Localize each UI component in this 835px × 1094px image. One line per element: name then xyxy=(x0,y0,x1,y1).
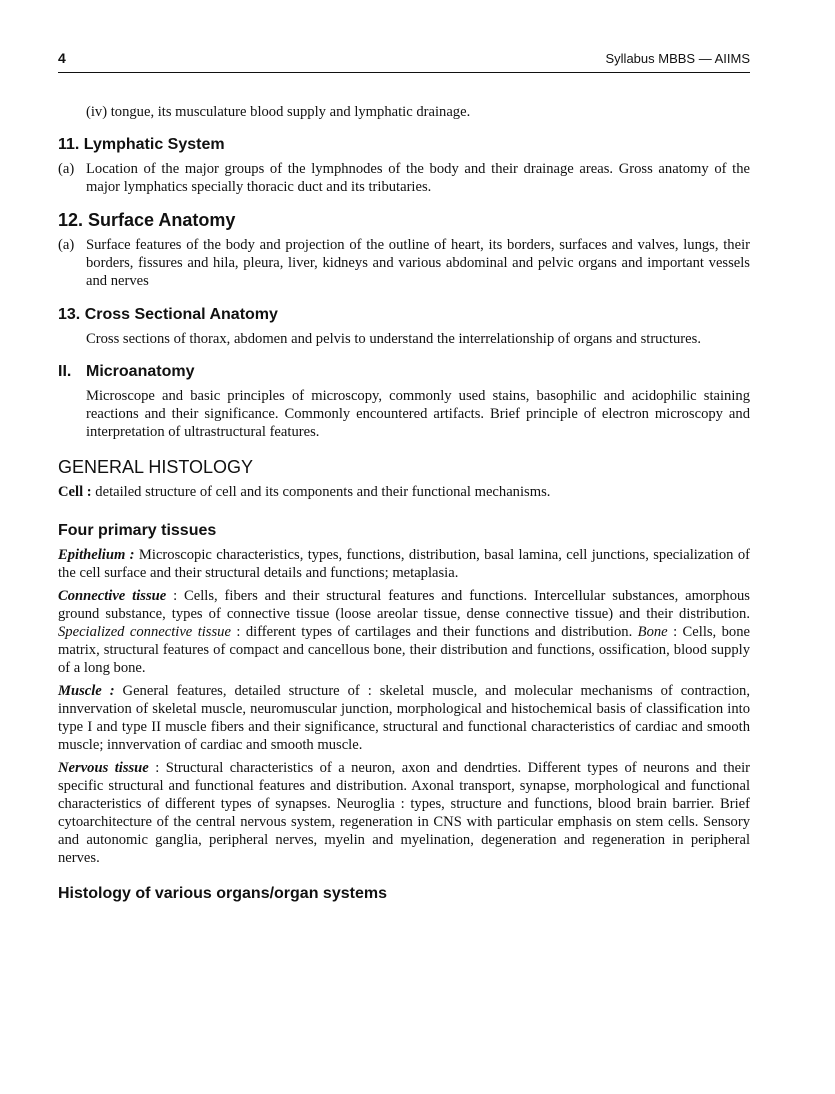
four-primary-tissues-heading: Four primary tissues xyxy=(58,522,217,539)
cell-text: detailed structure of cell and its components and their functional mechanisms. xyxy=(91,484,551,500)
section-12-heading: 12. Surface Anatomy xyxy=(58,210,236,230)
microanatomy-text: Microscope and basic principles of microscopy, commonly used stains, basophilic and acidophilic staining reactions and their significance. Commonly encountered artifacts. Brief principle of electron microscopy and interpretation of ultrastructural features. xyxy=(86,388,750,440)
specialized-connective-term: Specialized connective tissue xyxy=(58,624,231,640)
general-histology-heading: GENERAL HISTOLOGY xyxy=(58,457,254,477)
page-number: 4 xyxy=(58,50,66,66)
tongue-line: (iv) tongue, its musculature blood supply and lymphatic drainage. xyxy=(86,104,471,120)
epithelium-paragraph xyxy=(58,546,750,582)
section-11-item-label: (a) xyxy=(58,161,75,177)
section-11-item-a xyxy=(58,160,750,196)
muscle-paragraph xyxy=(58,682,750,754)
nervous-tissue-term: Nervous tissue xyxy=(58,760,149,776)
section-13-text: Cross sections of thorax, abdomen and pelvis to understand the interrelationship of organs and structures. xyxy=(86,331,701,347)
histology-organs-heading: Histology of various organs/organ systems xyxy=(58,885,387,902)
muscle-text: General features, detailed structure of : skeletal muscle, and molecular mechanisms of contraction, innvervation of skeletal muscle, neuromuscular junction, morphological and histochemical basis of classification into type I and type II muscle fibers and their significance, structural and functional characteristics of cardiac and smooth muscle; innvervation of cardiac and smooth muscle. xyxy=(58,683,750,753)
document-page xyxy=(58,50,750,903)
muscle-term: Muscle : xyxy=(58,683,115,699)
microanatomy-heading xyxy=(58,363,750,381)
connective-tissue-term: Connective tissue xyxy=(58,588,167,604)
section-12-item-label: (a) xyxy=(58,237,75,253)
connective-tissue-paragraph xyxy=(58,587,750,677)
running-title: Syllabus MBBS — AIIMS xyxy=(605,51,750,66)
microanatomy-title: Microanatomy xyxy=(86,363,195,380)
nervous-tissue-paragraph xyxy=(58,759,750,867)
section-13-heading: 13. Cross Sectional Anatomy xyxy=(58,306,278,323)
nervous-tissue-text: : Structural characteristics of a neuron, axon and dendrties. Different types of neurons and their specific structural and functional features and distribution. Axonal transport, synapse, morphological and functional characteristics of different types of synapses. Neuroglia : types, structure and functions, blood brain barrier. Brief cytoarchitecture of the central nervous system, regeneration in CNS with particular emphasis on stem cells. Sensory and autonomic ganglia, peripheral nerves, myelin and myelination, degeneration and regeneration in peripheral nerves. xyxy=(58,760,751,866)
cell-paragraph xyxy=(58,483,750,501)
microanatomy-number: II. xyxy=(58,363,72,380)
epithelium-term: Epithelium : xyxy=(58,547,135,563)
epithelium-text: Microscopic characteristics, types, functions, distribution, basal lamina, cell junctions, specialization of the cell surface and their structural details and functions; metaplasia. xyxy=(58,547,750,581)
bone-term: Bone xyxy=(637,624,668,640)
section-12-item-a xyxy=(58,236,750,290)
section-11-heading: 11. Lymphatic System xyxy=(58,136,225,153)
page-header xyxy=(58,50,750,73)
cell-term: Cell : xyxy=(58,484,92,500)
connective-tissue-text: : Cells, fibers and their structural features and functions. Intercellular substances, amorphous ground substance, types of connective tissue (loose areolar tissue, dense connective tissue) and their distribution. xyxy=(58,588,750,622)
section-11-text: Location of the major groups of the lymphnodes of the body and their drainage areas. Gross anatomy of the major lymphatics specially thoracic duct and its tributaries. xyxy=(86,161,750,195)
section-12-text: Surface features of the body and projection of the outline of heart, its borders, surfaces and valves, lungs, their borders, fissures and hila, pleura, liver, kidneys and various abdominal and pelvic organs and important vessels and nerves xyxy=(86,237,750,289)
bone-text: : Cells, bone matrix, structural features of compact and cancellous bone, their distribution and functions, ossification, blood supply of a long bone. xyxy=(58,624,750,676)
specialized-connective-text: : different types of cartilages and their functions and distribution. xyxy=(230,624,638,640)
